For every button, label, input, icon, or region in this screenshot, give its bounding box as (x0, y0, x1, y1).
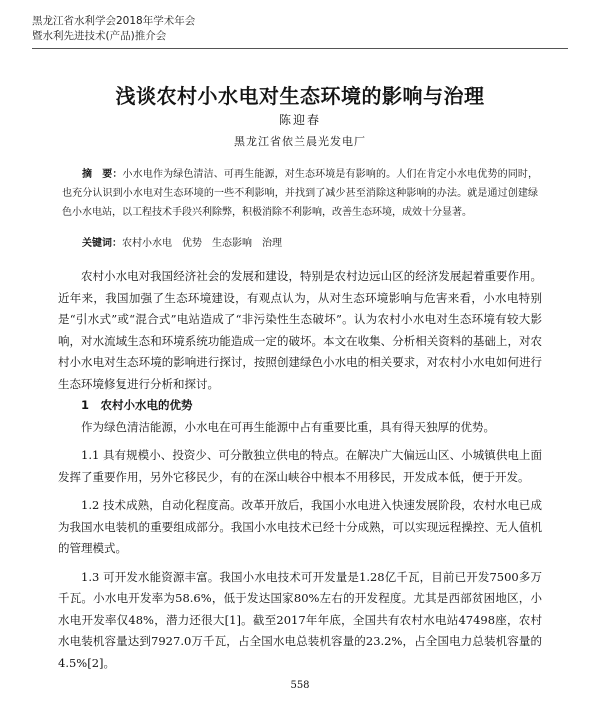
paragraph-1-2: 1.2 技术成熟，自动化程度高。改革开放后，我国小水电进入快速发展阶段，农村水电已成为我国水电装机的重要组成部分。我国小水电技术已经十分成熟，可以实现远程操控、无人值机的管理模式。 (58, 498, 542, 555)
section-1-heading: 1 农村小水电的优势 (81, 398, 193, 412)
conference-subtitle: 暨水利先进技术(产品)推介会 (32, 30, 167, 42)
section-1-intro: 作为绿色清洁能源，小水电在可再生能源中占有重要比重，具有得天独厚的优势。 (81, 419, 495, 434)
running-header (32, 14, 195, 44)
header-rule (32, 48, 568, 49)
conference-name: 黑龙江省水利学会2018年学术年会 (32, 15, 196, 27)
abstract (62, 165, 538, 222)
abstract-text: 小水电作为绿色清洁、可再生能源，对生态环境是有影响的。人们在肯定小水电优势的同时，也充分认识到小水电对生态环境的一些不利影响，并找到了减少甚至消除这种影响的办法。就是通过创建绿色小水电站，以工程技术手段兴利除弊，积极消除不利影响，改善生态环境，成效十分显著。 (62, 169, 539, 218)
paper-title: 浅谈农村小水电对生态环境的影响与治理 (115, 84, 485, 108)
body-text (58, 266, 542, 674)
keywords (62, 236, 538, 252)
paragraph-1-3: 1.3 可开发水能资源丰富。我国小水电技术可开发量是1.28亿千瓦，目前已开发7500多万千瓦。小水电开发率为58.6%，低于发达国家80%左右的开发程度。尤其是西部贫困地区，小水电开发率仅48%，潜力还很大[1]。截至2017年年底，全国共有农村水电站47498座，农村水电装机容量达到7927.0万千瓦，占全国水电总装机容量的23.2%，占全国电力总装机容量的4.5%[2]。 (58, 569, 542, 670)
author-affiliation: 黑龙江省依兰晨光发电厂 (234, 135, 366, 148)
page-number: 558 (290, 680, 310, 691)
keywords-label: 关键词： (82, 238, 122, 249)
author-name: 陈迎春 (278, 113, 321, 127)
intro-paragraph: 农村小水电对我国经济社会的发展和建设，特别是农村边远山区的经济发展起着重要作用。近年来，我国加强了生态环境建设，有观点认为，从对生态环境影响与危害来看，小水电特别是“引水式”或“混合式”电站造成了“非污染性生态破坏”。认为农村小水电对生态环境有较大影响，对水流域生态和环境系统功能造成一定的破坏。本文在收集、分析相关资料的基础上，对农村小水电对生态环境的影响进行探讨，按照创建绿色小水电的相关要求，对农村小水电如何进行生态环境修复进行分析和探讨。 (58, 269, 542, 391)
keywords-text: 农村小水电 优势 生态影响 治理 (122, 238, 282, 249)
paragraph-1-1: 1.1 具有规模小、投资少、可分散独立供电的特点。在解决广大偏远山区、小城镇供电上面发挥了重要作用，另外它移民少，有的在深山峡谷中根本不用移民，开发成本低，便于开发。 (58, 448, 542, 484)
abstract-label: 摘 要： (82, 169, 123, 180)
